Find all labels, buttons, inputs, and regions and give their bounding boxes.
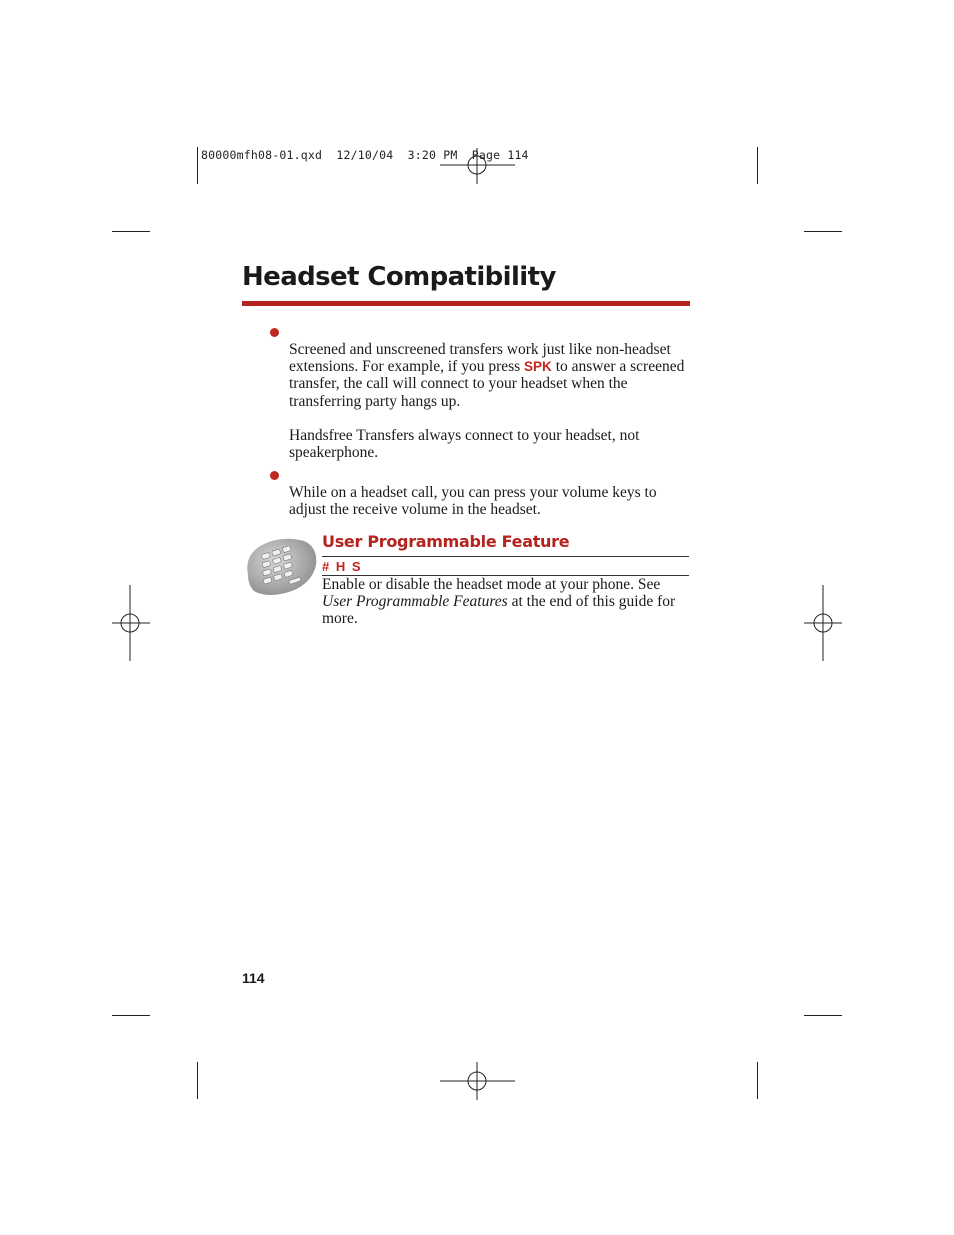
slug-line: 80000mfh08-01.qxd 12/10/04 3:20 PM Page 114	[201, 148, 529, 162]
phone-keypad-icon	[244, 535, 320, 597]
title-underline	[242, 301, 690, 306]
feature-code: # H S	[322, 559, 363, 574]
user-programmable-heading: User Programmable Feature	[322, 532, 570, 551]
feature-description: Enable or disable the headset mode at your phone. See User Programmable Features at the end of this guide for more.	[322, 576, 676, 628]
bullet-1-paragraph-2: Handsfree Transfers always connect to your headset, not speakerphone.	[289, 427, 640, 462]
page-title: Headset Compatibility	[242, 262, 556, 292]
feature-reference: User Programmable Features	[322, 593, 508, 611]
page-number: 114	[242, 970, 265, 986]
bullet-1-paragraph-1: Screened and unscreened transfers work just like non-headset extensions. For example, if you press SPK to answer a screened transfer, the call will connect to your headset when the transferring party hangs up.	[289, 341, 685, 410]
bullet-icon	[270, 328, 279, 337]
bullet-2-paragraph: While on a headset call, you can press your volume keys to adjust the receive volume in the headset.	[289, 484, 657, 519]
spk-key-label: SPK	[524, 359, 552, 375]
divider	[322, 556, 689, 557]
bullet-icon	[270, 471, 279, 480]
